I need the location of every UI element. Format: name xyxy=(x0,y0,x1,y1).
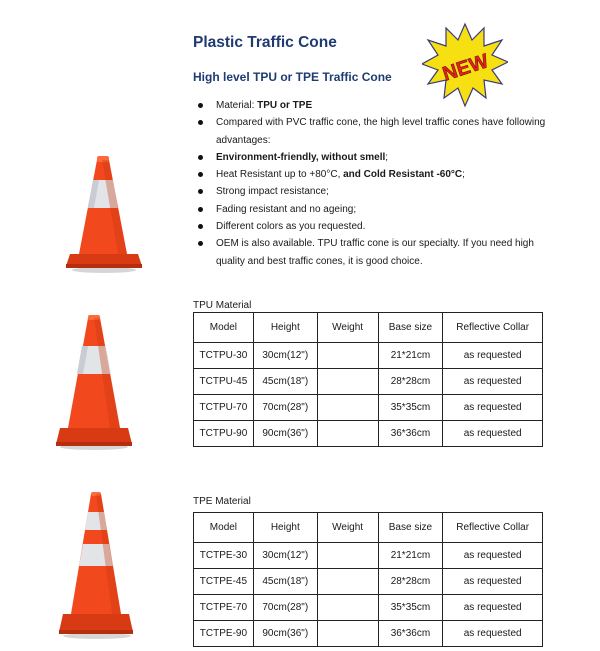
table-cell: 21*21cm xyxy=(378,343,443,369)
feature-text: ; xyxy=(462,169,465,181)
tpu-spec-table xyxy=(193,312,543,447)
table-cell: as requested xyxy=(443,569,543,595)
feature-list-item xyxy=(193,218,548,235)
table-cell: as requested xyxy=(443,395,543,421)
table-row xyxy=(194,369,543,395)
table-cell: as requested xyxy=(443,343,543,369)
table-cell xyxy=(317,369,378,395)
table-cell: 45cm(18") xyxy=(253,369,317,395)
tpe-table-caption: TPE Material xyxy=(193,496,251,507)
new-badge xyxy=(422,22,508,108)
feature-list-item xyxy=(193,201,548,218)
traffic-cone-image-3 xyxy=(55,490,140,640)
tpu-table-caption: TPU Material xyxy=(193,300,252,311)
table-cell: 28*28cm xyxy=(378,569,443,595)
table-cell: 36*36cm xyxy=(378,621,443,647)
table-cell: 30cm(12") xyxy=(253,343,317,369)
table-cell: 90cm(36") xyxy=(253,621,317,647)
feature-text: OEM is also available. TPU traffic cone is our specialty. If you need high quality and best traffic cones, it is good choice. xyxy=(216,238,534,267)
table-header-row xyxy=(194,313,543,343)
table-cell: 21*21cm xyxy=(378,543,443,569)
table-cell: TCTPU-90 xyxy=(194,421,254,447)
table-cell xyxy=(317,421,378,447)
column-header: Reflective Collar xyxy=(443,313,543,343)
feature-text: Strong impact resistance; xyxy=(216,186,329,198)
page-title: Plastic Traffic Cone xyxy=(193,34,337,51)
table-cell: TCTPE-45 xyxy=(194,569,254,595)
column-header: Height xyxy=(253,313,317,343)
feature-list-item xyxy=(193,149,548,166)
feature-text: Different colors as you requested. xyxy=(216,221,366,233)
table-cell: 36*36cm xyxy=(378,421,443,447)
table-cell xyxy=(317,395,378,421)
feature-list-item xyxy=(193,166,548,183)
table-header-row xyxy=(194,513,543,543)
feature-text-bold: Environment-friendly, without smell xyxy=(216,151,386,163)
table-cell: TCTPU-70 xyxy=(194,395,254,421)
table-cell xyxy=(317,343,378,369)
table-cell xyxy=(317,621,378,647)
table-cell: TCTPU-45 xyxy=(194,369,254,395)
column-header: Base size xyxy=(378,313,443,343)
table-row xyxy=(194,421,543,447)
table-cell xyxy=(317,595,378,621)
column-header: Model xyxy=(194,513,254,543)
feature-list-item xyxy=(193,183,548,200)
table-cell: as requested xyxy=(443,595,543,621)
table-cell: TCTPE-30 xyxy=(194,543,254,569)
table-cell: 35*35cm xyxy=(378,395,443,421)
table-cell xyxy=(317,543,378,569)
table-row xyxy=(194,343,543,369)
tpe-spec-table xyxy=(193,512,543,647)
table-cell: TCTPU-30 xyxy=(194,343,254,369)
column-header: Weight xyxy=(317,313,378,343)
column-header: Height xyxy=(253,513,317,543)
column-header: Reflective Collar xyxy=(443,513,543,543)
feature-list-item xyxy=(193,97,548,114)
column-header: Base size xyxy=(378,513,443,543)
table-row xyxy=(194,569,543,595)
feature-text-bold: TPU or TPE xyxy=(257,100,313,111)
feature-list-item xyxy=(193,114,548,149)
table-row xyxy=(194,621,543,647)
feature-list-item xyxy=(193,235,548,270)
table-cell: TCTPE-70 xyxy=(194,595,254,621)
column-header: Weight xyxy=(317,513,378,543)
table-cell: 35*35cm xyxy=(378,595,443,621)
feature-text: Compared with PVC traffic cone, the high level traffic cones have following advantages: xyxy=(216,117,546,146)
page-subtitle: High level TPU or TPE Traffic Cone xyxy=(193,70,392,84)
table-row xyxy=(194,395,543,421)
feature-text: ; xyxy=(385,151,389,163)
traffic-cone-image-1 xyxy=(60,150,145,275)
table-cell: as requested xyxy=(443,621,543,647)
table-cell xyxy=(317,569,378,595)
feature-text: Material: xyxy=(216,100,258,111)
table-cell: as requested xyxy=(443,543,543,569)
table-cell: 45cm(18") xyxy=(253,569,317,595)
table-row xyxy=(194,543,543,569)
table-cell: as requested xyxy=(443,369,543,395)
table-cell: TCTPE-90 xyxy=(194,621,254,647)
traffic-cone-image-2 xyxy=(52,312,137,452)
table-cell: 30cm(12") xyxy=(253,543,317,569)
new-badge-text: NEW xyxy=(440,50,492,86)
feature-list xyxy=(193,97,548,270)
table-cell: as requested xyxy=(443,421,543,447)
table-cell: 90cm(36") xyxy=(253,421,317,447)
table-cell: 70cm(28") xyxy=(253,395,317,421)
feature-text-bold: and Cold Resistant -60°C xyxy=(343,169,463,181)
table-cell: 28*28cm xyxy=(378,369,443,395)
table-row xyxy=(194,595,543,621)
feature-text: Fading resistant and no ageing; xyxy=(216,203,357,215)
feature-text: Heat Resistant up to +80°C, xyxy=(216,169,344,181)
column-header: Model xyxy=(194,313,254,343)
table-cell: 70cm(28") xyxy=(253,595,317,621)
